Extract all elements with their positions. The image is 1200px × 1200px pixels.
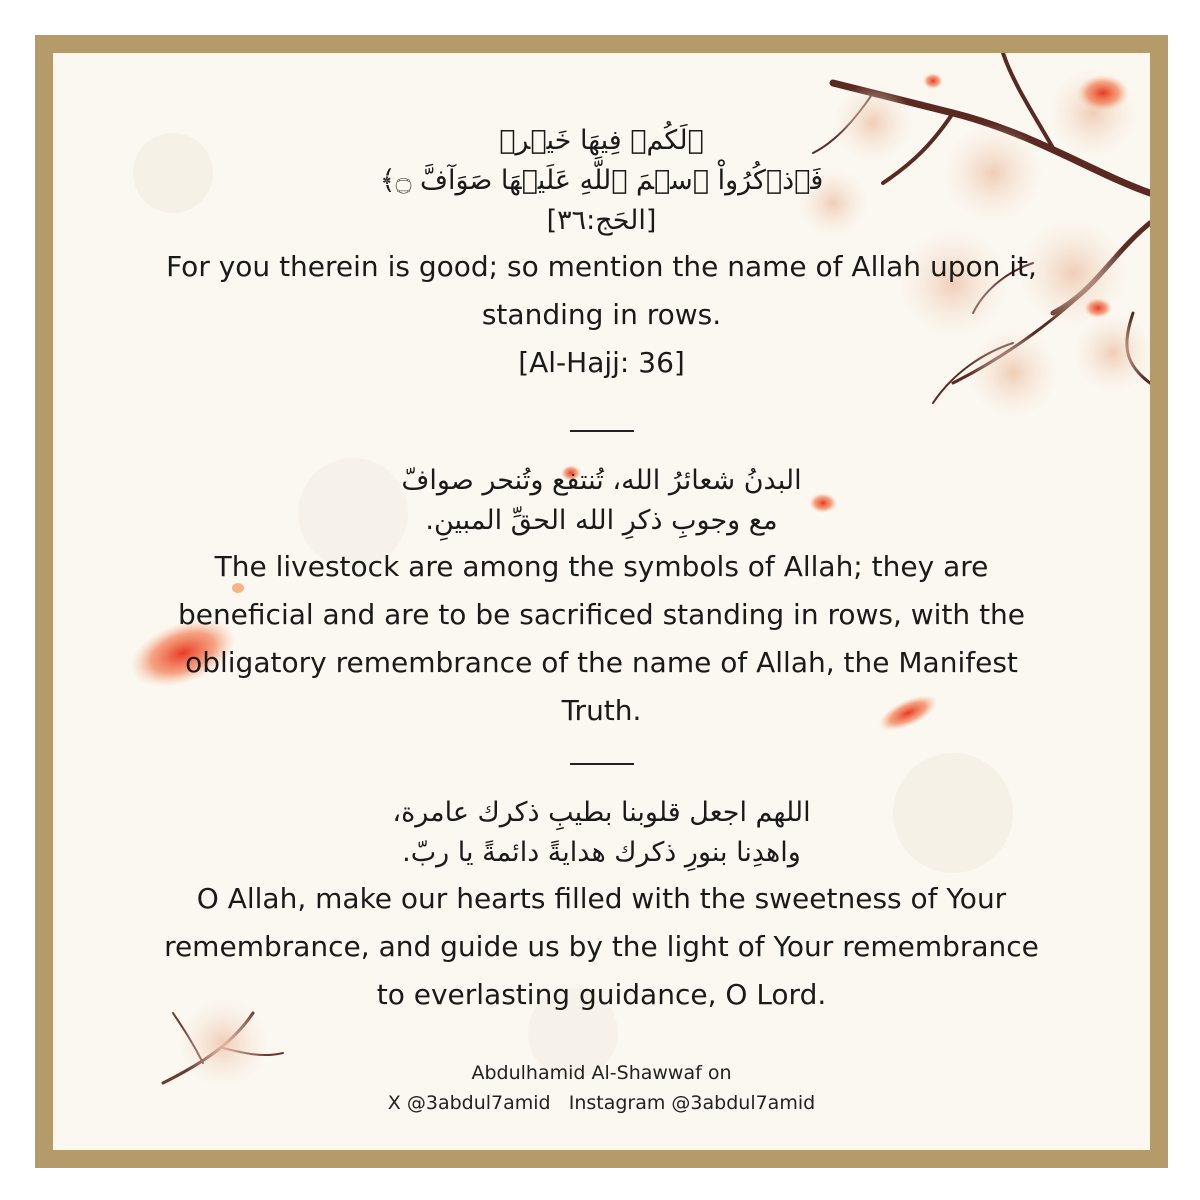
dua-english-line2: remembrance, and guide us by the light of Your remembrance <box>164 930 1039 963</box>
reflection-arabic-line2: مع وجوبِ ذكرِ الله الحقِّ المبينِ. <box>425 505 778 536</box>
reflection-arabic-line1: البدنُ شعائرُ الله، تُنتفع وتُنحر صوافّ <box>401 465 802 496</box>
content <box>53 53 1150 1150</box>
dua-arabic-line2: واهدِنا بنورِ ذكرك هدايةً دائمةً يا ربّ. <box>402 837 801 868</box>
reflection-english-line4: Truth. <box>561 694 642 727</box>
credit-line1: Abdulhamid Al-Shawwaf on <box>471 1062 732 1084</box>
verse-arabic-line2: فَٱذۡكُرُواْ ٱسۡمَ ٱللَّهِ عَلَيۡهَا صَوَآفَّ ۝﴾ <box>379 165 824 196</box>
credit-social-handles: X @3abdul7amid Instagram @3abdul7amid <box>387 1092 816 1114</box>
dua-english-line3: to everlasting guidance, O Lord. <box>376 978 827 1011</box>
divider-2 <box>570 763 634 765</box>
verse-english-reference: [Al-Hajj: 36] <box>518 346 685 379</box>
dua-block <box>113 793 1090 1019</box>
dua-arabic-line1: اللهم اجعل قلوبنا بطيبِ ذكرك عامرة، <box>392 797 811 828</box>
divider-1 <box>570 430 634 432</box>
verse-english-line2: standing in rows. <box>481 298 722 331</box>
verse-block <box>113 121 1090 387</box>
reflection-english-line1: The livestock are among the symbols of Allah; they are <box>214 550 989 583</box>
verse-english-line1: For you therein is good; so mention the name of Allah upon it, <box>166 250 1037 283</box>
verse-arabic-line1: ﴿لَكُمۡ فِيهَا خَيۡرٞ <box>499 125 704 156</box>
reflection-block <box>113 461 1090 735</box>
reflection-english-line2: beneficial and are to be sacrificed standing in rows, with the <box>177 598 1026 631</box>
verse-arabic-reference: [الحَج:٣٦] <box>546 205 657 236</box>
author-credit <box>53 1058 1150 1118</box>
card <box>53 53 1150 1150</box>
reflection-english-line3: obligatory remembrance of the name of Allah, the Manifest <box>185 646 1018 679</box>
gold-frame <box>35 35 1168 1168</box>
dua-english-line1: O Allah, make our hearts filled with the sweetness of Your <box>196 882 1007 915</box>
